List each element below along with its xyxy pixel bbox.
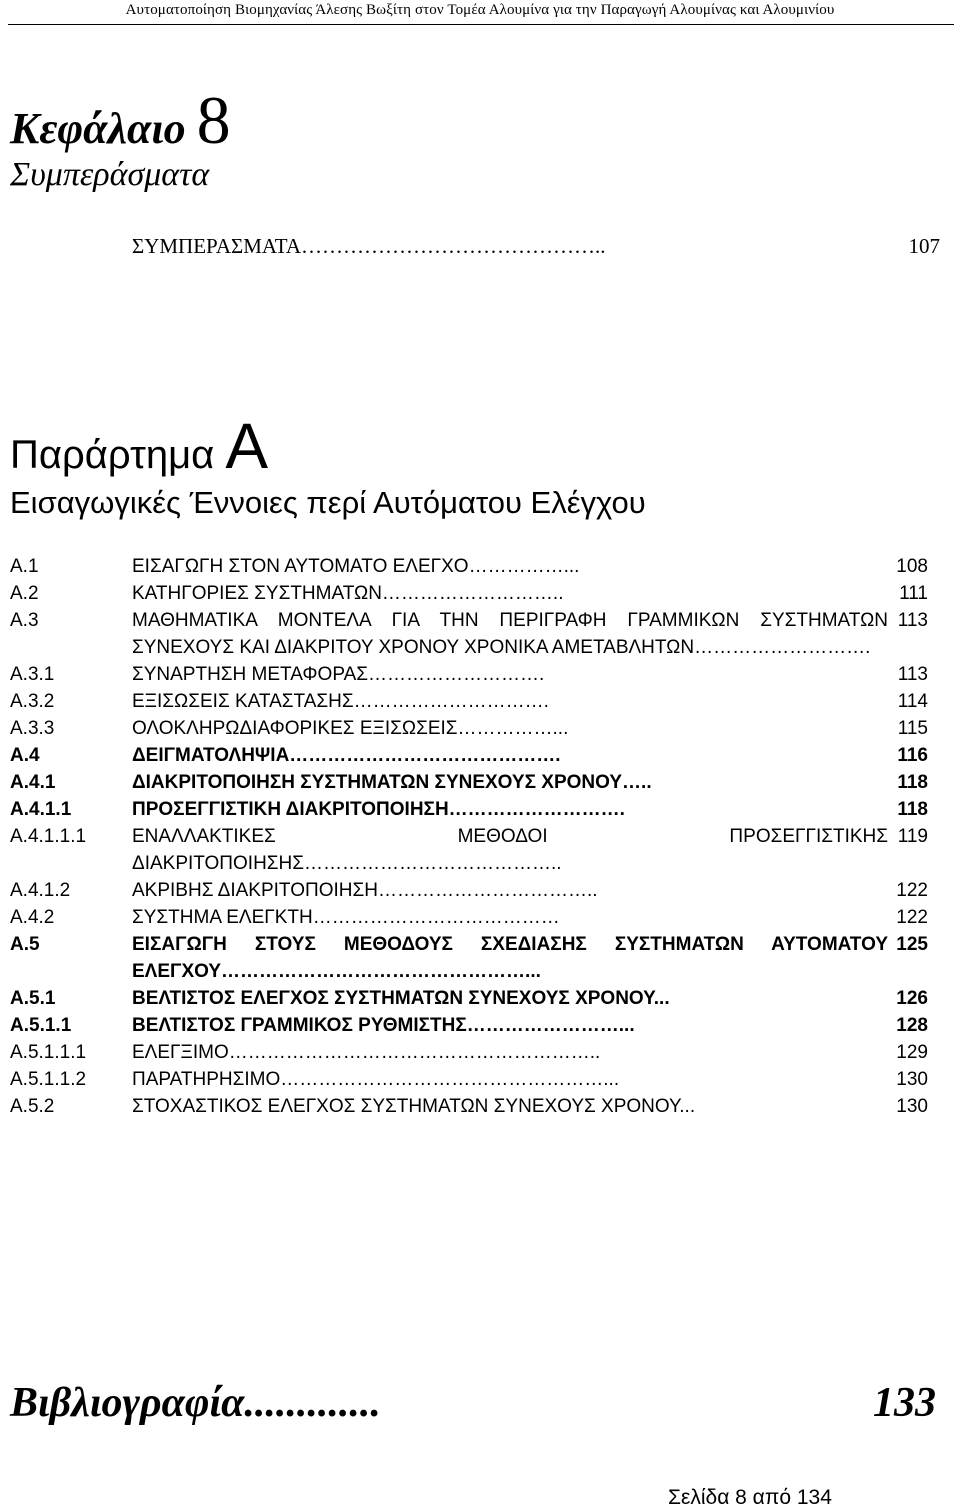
toc-row-number: Α.3 bbox=[10, 610, 39, 631]
toc-row[interactable] bbox=[10, 553, 928, 580]
toc-row-title: ΣΥΣΤΗΜΑ ΕΛΕΓΚΤΗ………………………………… bbox=[132, 907, 560, 928]
toc-row-page: 113 bbox=[897, 664, 928, 685]
toc-row[interactable] bbox=[10, 904, 928, 931]
toc-row-title: ΔΕΙΓΜΑΤΟΛΗΨΙΑ……………………………………. bbox=[132, 745, 561, 766]
toc-row[interactable] bbox=[10, 715, 928, 742]
toc-row-title: ΕΞΙΣΩΣΕΙΣ ΚΑΤΑΣΤΑΣΗΣ…………………………. bbox=[132, 691, 549, 712]
toc-row-page: 108 bbox=[896, 556, 928, 577]
toc-row-page: 116 bbox=[897, 745, 928, 766]
toc-row[interactable] bbox=[10, 688, 928, 715]
toc-row-page: 130 bbox=[896, 1069, 928, 1090]
toc-row-page: 119 bbox=[897, 826, 928, 847]
toc-row-page: 126 bbox=[896, 988, 928, 1009]
toc-row-page: 111 bbox=[899, 583, 928, 604]
appendix-letter: Α bbox=[225, 410, 269, 482]
toc-row-number: Α.4.1.1 bbox=[10, 799, 72, 820]
toc-row-number: Α.4.1.2 bbox=[10, 880, 71, 901]
toc-row-title: ΒΕΛΤΙΣΤΟΣ ΕΛΕΓΧΟΣ ΣΥΣΤΗΜΑΤΩΝ ΣΥΝΕΧΟΥΣ ΧΡΟΝΟΥ... bbox=[132, 988, 670, 1009]
toc-row[interactable] bbox=[10, 877, 928, 904]
toc-row-page: 118 bbox=[897, 799, 928, 820]
toc-row[interactable] bbox=[10, 769, 928, 796]
toc-row-page: 122 bbox=[896, 880, 928, 901]
toc-row-number: Α.5.1.1 bbox=[10, 1015, 72, 1036]
toc-row-page: 113 bbox=[897, 610, 928, 631]
toc-row-page: 128 bbox=[896, 1015, 928, 1036]
toc-row-title: ΕΙΣΑΓΩΓΗ ΣΤΟΥΣ ΜΕΘΟΔΟΥΣ ΣΧΕΔΙΑΣΗΣ ΣΥΣΤΗΜΑΤΩΝ ΑΥΤΟΜΑΤΟΥ ΕΛΕΓΧΟΥ…………………………………………... bbox=[132, 934, 888, 982]
running-header: Αυτοματοποίηση Βιομηχανίας Άλεσης Βωξίτη στον Τομέα Αλουμίνα για την Παραγωγή Αλουμίνας και Αλουμινίου bbox=[125, 2, 835, 18]
toc-row-title: ΜΑΘΗΜΑΤΙΚΑ ΜΟΝΤΕΛΑ ΓΙΑ ΤΗΝ ΠΕΡΙΓΡΑΦΗ ΓΡΑΜΜΙΚΩΝ ΣΥΣΤΗΜΑΤΩΝ ΣΥΝΕΧΟΥΣ ΚΑΙ ΔΙΑΚΡΙΤΟΥ ΧΡΟΝΟΥ ΧΡΟΝΙΚΑ ΑΜΕΤΑΒΛΗΤΩΝ………………………. bbox=[132, 610, 888, 658]
toc-row-title: ΣΥΝΑΡΤΗΣΗ ΜΕΤΑΦΟΡΑΣ………………………. bbox=[132, 664, 545, 685]
toc-row-number: Α.5.1.1.1 bbox=[10, 1042, 87, 1063]
toc-row[interactable] bbox=[10, 796, 928, 823]
toc-row-number: Α.3.3 bbox=[10, 718, 55, 739]
toc-row-number: Α.5.1.1.2 bbox=[10, 1069, 87, 1090]
toc-row-page: 118 bbox=[897, 772, 928, 793]
toc-row-title: ΚΑΤΗΓΟΡΙΕΣ ΣΥΣΤΗΜΑΤΩΝ……………………….. bbox=[132, 583, 564, 604]
toc-entry-title: ΣΥΜΠΕΡΑΣΜΑΤΑ…………………………………….. bbox=[132, 234, 606, 258]
chapter-number: 8 bbox=[196, 82, 231, 158]
toc-row-number: Α.1 bbox=[10, 556, 39, 577]
toc-row-number: Α.3.2 bbox=[10, 691, 55, 712]
toc-row-page: 130 bbox=[896, 1096, 928, 1117]
bibliography-title: Βιβλιογραφία............. bbox=[10, 1380, 381, 1426]
toc-row-number: Α.5.2 bbox=[10, 1096, 55, 1117]
toc-row-number: Α.2 bbox=[10, 583, 39, 604]
toc-row-number: Α.3.1 bbox=[10, 664, 55, 685]
appendix-title bbox=[10, 410, 269, 482]
chapter-subtitle: Συμπεράσματα bbox=[10, 156, 210, 193]
toc-row[interactable] bbox=[10, 661, 928, 688]
toc-row-title: ΣΤΟΧΑΣΤΙΚΟΣ ΕΛΕΓΧΟΣ ΣΥΣΤΗΜΑΤΩΝ ΣΥΝΕΧΟΥΣ ΧΡΟΝΟΥ... bbox=[132, 1096, 696, 1117]
toc-row[interactable] bbox=[10, 823, 928, 877]
bibliography-page: 133 bbox=[873, 1380, 936, 1426]
toc-row-title: ΑΚΡΙΒΗΣ ΔΙΑΚΡΙΤΟΠΟΙΗΣΗ…………………………….. bbox=[132, 880, 598, 901]
appendix-subtitle: Εισαγωγικές Έννοιες περί Αυτόματου Ελέγχου bbox=[10, 485, 646, 520]
toc-row[interactable] bbox=[10, 1039, 928, 1066]
toc-row[interactable] bbox=[10, 1093, 928, 1120]
toc-row-title: ΠΡΟΣΕΓΓΙΣΤΙΚΗ ΔΙΑΚΡΙΤΟΠΟΙΗΣΗ………………………. bbox=[132, 799, 625, 820]
toc-row-title: ΒΕΛΤΙΣΤΟΣ ΓΡΑΜΜΙΚΟΣ ΡΥΘΜΙΣΤΗΣ……………………... bbox=[132, 1015, 635, 1036]
toc-row-title: ΔΙΑΚΡΙΤΟΠΟΙΗΣΗ ΣΥΣΤΗΜΑΤΩΝ ΣΥΝΕΧΟΥΣ ΧΡΟΝΟΥ….. bbox=[132, 772, 652, 793]
toc-row[interactable] bbox=[10, 1012, 928, 1039]
chapter-toc-entry[interactable] bbox=[132, 232, 940, 260]
toc-row-title: ΕΙΣΑΓΩΓΗ ΣΤΟΝ ΑΥΤΟΜΑΤΟ ΕΛΕΓΧΟ……………... bbox=[132, 556, 580, 577]
header-rule bbox=[8, 24, 954, 25]
toc-row[interactable] bbox=[10, 1066, 928, 1093]
toc-row[interactable] bbox=[10, 985, 928, 1012]
toc-row-page: 125 bbox=[896, 934, 928, 955]
toc-row-number: Α.4.2 bbox=[10, 907, 55, 928]
toc-row-title: ΟΛΟΚΛΗΡΩΔΙΑΦΟΡΙΚΕΣ ΕΞΙΣΩΣΕΙΣ……………... bbox=[132, 718, 569, 739]
toc-row-page: 114 bbox=[897, 691, 928, 712]
toc-row-title: ΠΑΡΑΤΗΡΗΣΙΜΟ……………………………………………... bbox=[132, 1069, 620, 1090]
bibliography-entry[interactable] bbox=[10, 1382, 936, 1424]
appendix-word: Παράρτημα bbox=[10, 433, 215, 477]
toc-row-title: ΕΝΑΛΛΑΚΤΙΚΕΣ ΜΕΘΟΔΟΙ ΠΡΟΣΕΓΓΙΣΤΙΚΗΣ ΔΙΑΚΡΙΤΟΠΟΙΗΣΗΣ………………………………….. bbox=[132, 826, 888, 874]
toc-row-title: ΕΛΕΓΞΙΜΟ………………………………………………….. bbox=[132, 1042, 601, 1063]
toc-row[interactable] bbox=[10, 742, 928, 769]
toc-row-number: Α.5 bbox=[10, 934, 40, 955]
page-footer: Σελίδα 8 από 134 bbox=[668, 1486, 832, 1509]
toc-row-number: Α.4 bbox=[10, 745, 40, 766]
toc-row[interactable] bbox=[10, 580, 928, 607]
toc-entry-page: 107 bbox=[908, 234, 940, 258]
toc-row-page: 122 bbox=[896, 907, 928, 928]
toc-row-number: Α.4.1.1.1 bbox=[10, 826, 87, 847]
toc-row-page: 129 bbox=[896, 1042, 928, 1063]
chapter-title bbox=[10, 82, 231, 158]
toc-row-number: Α.4.1 bbox=[10, 772, 56, 793]
toc-row[interactable] bbox=[10, 607, 928, 661]
toc-row-page: 115 bbox=[897, 718, 928, 739]
chapter-word: Κεφάλαιο bbox=[10, 104, 186, 153]
toc-row-number: Α.5.1 bbox=[10, 988, 56, 1009]
appendix-toc bbox=[10, 553, 928, 1120]
toc-row[interactable] bbox=[10, 931, 928, 985]
